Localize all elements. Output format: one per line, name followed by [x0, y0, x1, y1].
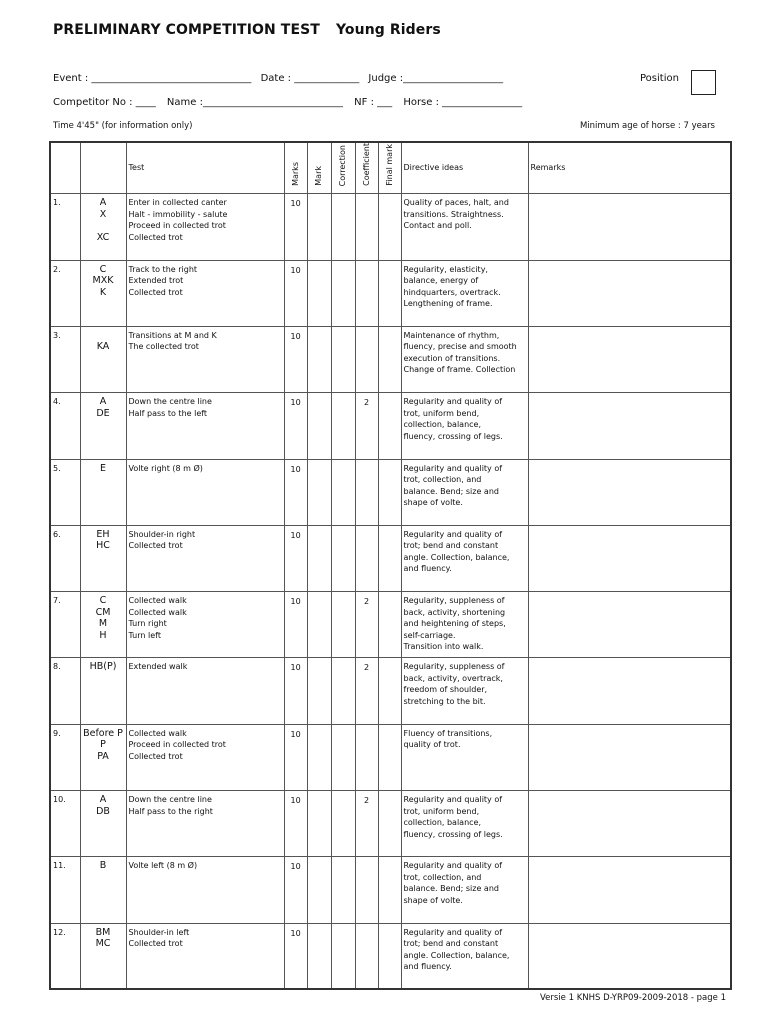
directive-line: balance. Bend; size and: [403, 486, 499, 496]
directive-line: balance. Bend; size and: [403, 884, 499, 894]
directive-line: and heightening of steps,: [403, 619, 506, 629]
arena-letters: [80, 525, 126, 591]
directive-line: shape of volte.: [403, 498, 463, 508]
table-header-row: [50, 142, 731, 194]
directive-line: back, activity, overtrack,: [403, 673, 503, 683]
remarks-input[interactable]: [528, 260, 731, 326]
directive-line: fluency, crossing of legs.: [403, 431, 503, 441]
test-description: [126, 194, 284, 260]
directive-ideas: [401, 393, 528, 459]
max-marks: 10: [284, 194, 307, 260]
directive-line: Change of frame. Collection: [403, 365, 516, 375]
directive-ideas: [401, 857, 528, 923]
directive-line: Contact and poll.: [403, 221, 472, 231]
final-mark-input[interactable]: [378, 724, 401, 790]
final-mark-input[interactable]: [378, 923, 401, 989]
name-field[interactable]: ____________________________: [202, 97, 343, 108]
arena-letter: DE: [96, 407, 110, 419]
coefficient: 2: [355, 592, 378, 658]
final-mark-input[interactable]: [378, 393, 401, 459]
test-line: Proceed in collected trot: [128, 740, 226, 750]
header-marks-label: Marks: [290, 161, 300, 186]
arena-letter: EH: [96, 528, 110, 540]
table-row: [50, 791, 731, 857]
arena-letter: BM: [95, 926, 111, 938]
arena-letter: C: [99, 595, 107, 607]
mark-input[interactable]: [307, 260, 331, 326]
test-line: Half pass to the right: [128, 806, 213, 816]
test-line: Turn left: [128, 630, 161, 640]
correction-input[interactable]: [331, 658, 355, 724]
directive-line: trot, collection, and: [403, 872, 482, 882]
final-mark-input[interactable]: [378, 260, 401, 326]
judge-label: Judge :: [368, 73, 404, 84]
header-coefficient-label: Coefficient: [361, 143, 371, 186]
date-field[interactable]: _____________: [294, 73, 360, 84]
nf-field[interactable]: ___: [377, 97, 393, 108]
test-description: [126, 658, 284, 724]
horse-label: Horse :: [403, 97, 439, 108]
directive-line: freedom of shoulder,: [403, 685, 488, 695]
final-mark-input[interactable]: [378, 459, 401, 525]
directive-line: back, activity, shortening: [403, 607, 506, 617]
header-correction: [331, 142, 355, 194]
max-marks: 10: [284, 525, 307, 591]
header-line-1: [53, 73, 503, 84]
max-marks: 10: [284, 791, 307, 857]
mark-input[interactable]: [307, 923, 331, 989]
test-line: Collected walk: [128, 607, 187, 617]
header-remarks: Remarks: [528, 142, 731, 194]
score-table: [49, 141, 732, 990]
max-marks: 10: [284, 326, 307, 392]
test-line: Collected walk: [128, 728, 187, 738]
directive-line: balance, energy of: [403, 276, 479, 286]
max-marks: 10: [284, 592, 307, 658]
directive-line: Regularity, suppleness of: [403, 662, 505, 672]
correction-input[interactable]: [331, 724, 355, 790]
remarks-input[interactable]: [528, 923, 731, 989]
directive-line: Maintenance of rhythm,: [403, 330, 500, 340]
directive-line: Lengthening of frame.: [403, 299, 493, 309]
table-row: [50, 857, 731, 923]
arena-letters: [80, 592, 126, 658]
mark-input[interactable]: [307, 194, 331, 260]
directive-ideas: [401, 791, 528, 857]
directive-line: trot, collection, and: [403, 475, 482, 485]
test-description: [126, 260, 284, 326]
table-row: [50, 724, 731, 790]
table-row: [50, 194, 731, 260]
test-line: Enter in collected canter: [128, 198, 227, 208]
arena-letter: DB: [96, 805, 110, 817]
correction-input[interactable]: [331, 791, 355, 857]
final-mark-input[interactable]: [378, 525, 401, 591]
directive-line: trot, uniform bend,: [403, 806, 480, 816]
max-marks: 10: [284, 393, 307, 459]
mark-input[interactable]: [307, 326, 331, 392]
directive-ideas: [401, 326, 528, 392]
test-description: [126, 857, 284, 923]
arena-letter: MXK: [92, 275, 114, 287]
arena-letters: [80, 326, 126, 392]
competitor-label: Competitor No :: [53, 97, 133, 108]
directive-ideas: [401, 923, 528, 989]
arena-letter: P: [100, 739, 106, 751]
movement-number: 2.: [50, 260, 80, 326]
competitor-field[interactable]: ____: [135, 97, 156, 108]
arena-letter: HC: [96, 540, 110, 552]
mark-input[interactable]: [307, 658, 331, 724]
mark-input[interactable]: [307, 791, 331, 857]
test-line: Shoulder-in right: [128, 529, 196, 539]
arena-letters: [80, 791, 126, 857]
directive-line: Regularity and quality of: [403, 529, 503, 539]
movement-number: 12.: [50, 923, 80, 989]
arena-letter: MC: [95, 938, 111, 950]
arena-letter: [81, 330, 126, 342]
arena-letter: PA: [97, 750, 109, 762]
correction-input[interactable]: [331, 260, 355, 326]
directive-line: and fluency.: [403, 962, 452, 972]
table-row: [50, 592, 731, 658]
coefficient: 2: [355, 791, 378, 857]
arena-letter: B: [99, 860, 107, 872]
test-line: Collected trot: [128, 232, 183, 242]
directive-line: trot, uniform bend,: [403, 408, 480, 418]
correction-input[interactable]: [331, 194, 355, 260]
directive-ideas: [401, 658, 528, 724]
final-mark-input[interactable]: [378, 658, 401, 724]
directive-line: self-carriage.: [403, 630, 456, 640]
mark-input[interactable]: [307, 592, 331, 658]
directive-ideas: [401, 194, 528, 260]
test-line: Down the centre line: [128, 397, 212, 407]
arena-letters: [80, 194, 126, 260]
directive-line: Transition into walk.: [403, 642, 484, 652]
max-marks: 10: [284, 459, 307, 525]
header-coefficient: [355, 142, 378, 194]
final-mark-input[interactable]: [378, 791, 401, 857]
title-main: PRELIMINARY COMPETITION TEST: [53, 22, 320, 38]
date-label: Date :: [260, 73, 292, 84]
coefficient: [355, 525, 378, 591]
arena-letter: KA: [96, 341, 110, 353]
arena-letters: [80, 393, 126, 459]
test-line: Volte left (8 m Ø): [128, 861, 198, 871]
directive-line: hindquarters, overtrack.: [403, 287, 501, 297]
coefficient: [355, 724, 378, 790]
header-final-mark-label: Final mark: [384, 144, 394, 186]
header-marks: [284, 142, 307, 194]
directive-line: Regularity and quality of: [403, 397, 503, 407]
correction-input[interactable]: [331, 857, 355, 923]
test-line: Volte right (8 m Ø): [128, 463, 203, 473]
test-line: Down the centre line: [128, 795, 212, 805]
test-line: Shoulder-in left: [128, 927, 190, 937]
test-line: Collected trot: [128, 939, 183, 949]
test-line: Collected trot: [128, 751, 183, 761]
remarks-input[interactable]: [528, 525, 731, 591]
title-sub: Young Riders: [335, 22, 441, 38]
directive-line: transitions. Straightness.: [403, 209, 504, 219]
movement-number: 5.: [50, 459, 80, 525]
movement-number: 6.: [50, 525, 80, 591]
test-line: Collected trot: [128, 541, 183, 551]
coefficient: [355, 260, 378, 326]
header-letters: [80, 142, 126, 194]
arena-letter: CM: [95, 606, 111, 618]
correction-input[interactable]: [331, 592, 355, 658]
event-field[interactable]: ________________________________: [91, 73, 252, 84]
arena-letters: [80, 459, 126, 525]
directive-line: and fluency.: [403, 564, 452, 574]
arena-letter: M: [98, 618, 108, 630]
test-line: Transitions at M and K: [128, 330, 217, 340]
final-mark-input[interactable]: [378, 857, 401, 923]
arena-letter: HB(P): [89, 661, 117, 673]
directive-line: stretching to the bit.: [403, 696, 486, 706]
table-row: [50, 923, 731, 989]
coefficient: [355, 326, 378, 392]
arena-letter: A: [99, 396, 107, 408]
page-footer: Versie 1 KNHS D-YRP09-2009-2018 - page 1: [540, 993, 726, 1003]
movement-number: 1.: [50, 194, 80, 260]
remarks-input[interactable]: [528, 658, 731, 724]
horse-field[interactable]: ________________: [442, 97, 523, 108]
table-row: [50, 260, 731, 326]
header-mark-label: Mark: [314, 166, 324, 186]
arena-letters: [80, 724, 126, 790]
remarks-input[interactable]: [528, 393, 731, 459]
page-title: [53, 22, 441, 38]
test-line: Halt - immobility - salute: [128, 209, 228, 219]
correction-input[interactable]: [331, 459, 355, 525]
arena-letter: XC: [96, 231, 110, 243]
header-test: Test: [126, 142, 284, 194]
table-row: [50, 525, 731, 591]
arena-letter: Before P: [83, 727, 123, 739]
mark-input[interactable]: [307, 724, 331, 790]
directive-line: Regularity, elasticity,: [403, 264, 488, 274]
directive-ideas: [401, 525, 528, 591]
correction-input[interactable]: [331, 326, 355, 392]
arena-letter: C: [99, 263, 107, 275]
directive-line: trot; bend and constant: [403, 541, 499, 551]
coefficient: [355, 857, 378, 923]
directive-line: Regularity, suppleness of: [403, 596, 505, 606]
coefficient: [355, 459, 378, 525]
test-description: [126, 592, 284, 658]
max-marks: 10: [284, 857, 307, 923]
test-line: Extended trot: [128, 276, 184, 286]
directive-line: angle. Collection, balance,: [403, 552, 510, 562]
test-line: Collected trot: [128, 287, 183, 297]
final-mark-input[interactable]: [378, 592, 401, 658]
correction-input[interactable]: [331, 525, 355, 591]
directive-ideas: [401, 724, 528, 790]
mark-input[interactable]: [307, 393, 331, 459]
table-row: [50, 658, 731, 724]
directive-line: shape of volte.: [403, 895, 463, 905]
max-marks: 10: [284, 724, 307, 790]
arena-letter: A: [99, 794, 107, 806]
arena-letters: [80, 260, 126, 326]
arena-letters: [80, 658, 126, 724]
test-description: [126, 724, 284, 790]
test-description: [126, 326, 284, 392]
name-label: Name :: [166, 97, 203, 108]
test-line: Collected walk: [128, 596, 187, 606]
directive-line: quality of trot.: [403, 740, 461, 750]
directive-line: trot; bend and constant: [403, 939, 499, 949]
directive-line: Quality of paces, halt, and: [403, 198, 509, 208]
event-label: Event :: [53, 73, 89, 84]
test-line: Turn right: [128, 619, 167, 629]
arena-letter: X: [99, 208, 107, 220]
header-number: [50, 142, 80, 194]
correction-input[interactable]: [331, 923, 355, 989]
test-line: The collected trot: [128, 342, 199, 352]
directive-ideas: [401, 459, 528, 525]
test-description: [126, 459, 284, 525]
judge-field[interactable]: ____________________: [403, 73, 504, 84]
movement-number: 9.: [50, 724, 80, 790]
arena-letter: E: [99, 462, 106, 474]
position-label: Position: [640, 73, 679, 84]
header-correction-label: Correction: [338, 144, 348, 186]
header-line-2: [53, 97, 522, 108]
directive-line: fluency, crossing of legs.: [403, 829, 503, 839]
nf-label: NF :: [354, 97, 374, 108]
test-description: [126, 393, 284, 459]
remarks-input[interactable]: [528, 724, 731, 790]
arena-letters: [80, 923, 126, 989]
coefficient: 2: [355, 393, 378, 459]
test-line: Track to the right: [128, 264, 198, 274]
remarks-input[interactable]: [528, 194, 731, 260]
movement-number: 4.: [50, 393, 80, 459]
arena-letter: A: [99, 197, 107, 209]
remarks-input[interactable]: [528, 326, 731, 392]
arena-letter: K: [99, 286, 107, 298]
test-description: [126, 525, 284, 591]
table-row: [50, 459, 731, 525]
directive-line: Regularity and quality of: [403, 463, 503, 473]
remarks-input[interactable]: [528, 857, 731, 923]
header-mark: [307, 142, 331, 194]
table-row: [50, 393, 731, 459]
test-line: Extended walk: [128, 662, 188, 672]
remarks-input[interactable]: [528, 791, 731, 857]
final-mark-input[interactable]: [378, 326, 401, 392]
header-directive: Directive ideas: [401, 142, 528, 194]
final-mark-input[interactable]: [378, 194, 401, 260]
movement-number: 8.: [50, 658, 80, 724]
directive-line: collection, balance,: [403, 818, 482, 828]
directive-line: Regularity and quality of: [403, 795, 503, 805]
movement-number: 10.: [50, 791, 80, 857]
test-line: Proceed in collected trot: [128, 221, 226, 231]
coefficient: [355, 194, 378, 260]
header-final-mark: [378, 142, 401, 194]
test-description: [126, 923, 284, 989]
remarks-input[interactable]: [528, 592, 731, 658]
table-row: [50, 326, 731, 392]
position-box[interactable]: [691, 70, 716, 95]
directive-ideas: [401, 260, 528, 326]
mark-input[interactable]: [307, 459, 331, 525]
correction-input[interactable]: [331, 393, 355, 459]
directive-line: Regularity and quality of: [403, 927, 503, 937]
directive-ideas: [401, 592, 528, 658]
coefficient: 2: [355, 658, 378, 724]
directive-line: Regularity and quality of: [403, 861, 503, 871]
movement-number: 3.: [50, 326, 80, 392]
max-marks: 10: [284, 658, 307, 724]
directive-line: Fluency of transitions,: [403, 728, 493, 738]
arena-letter: [81, 220, 126, 232]
movement-number: 7.: [50, 592, 80, 658]
directive-line: angle. Collection, balance,: [403, 950, 510, 960]
arena-letters: [80, 857, 126, 923]
directive-line: execution of transitions.: [403, 353, 501, 363]
time-note: Time 4'45" (for information only): [53, 121, 193, 131]
mark-input[interactable]: [307, 525, 331, 591]
arena-letter: H: [99, 629, 107, 641]
minimum-age-note: Minimum age of horse : 7 years: [579, 121, 715, 131]
test-description: [126, 791, 284, 857]
directive-line: collection, balance,: [403, 420, 482, 430]
coefficient: [355, 923, 378, 989]
max-marks: 10: [284, 923, 307, 989]
directive-line: fluency, precise and smooth: [403, 342, 517, 352]
movement-number: 11.: [50, 857, 80, 923]
max-marks: 10: [284, 260, 307, 326]
test-line: Half pass to the left: [128, 408, 208, 418]
remarks-input[interactable]: [528, 459, 731, 525]
mark-input[interactable]: [307, 857, 331, 923]
